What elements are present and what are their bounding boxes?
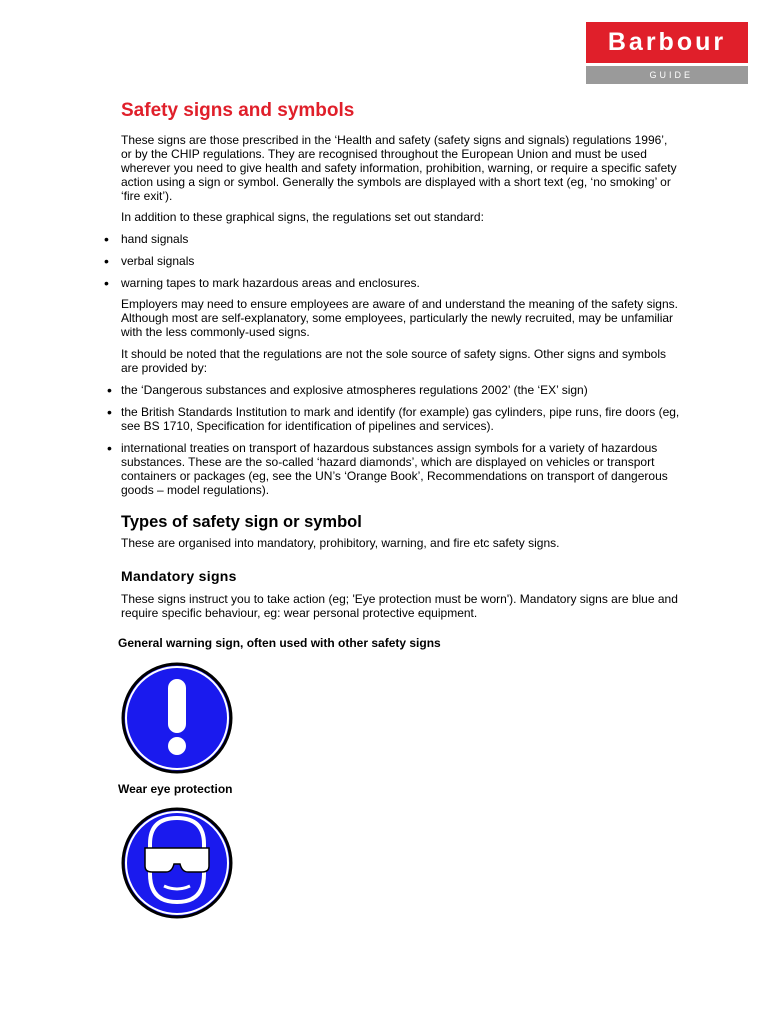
logo-sub: GUIDE — [586, 66, 748, 84]
mandatory-heading: Mandatory signs — [121, 568, 237, 584]
types-heading: Types of safety sign or symbol — [121, 513, 362, 531]
list-item: • the ‘Dangerous substances and explosive atmospheres regulations 2002’ (the ‘EX’ sign) — [121, 383, 681, 397]
types-paragraph: These are organised into mandatory, prohibitory, warning, and fire etc safety signs. — [121, 536, 560, 550]
intro-paragraph: These signs are those prescribed in the ‘Health and safety (safety signs and signals) regulations 1996’, or by the CHIP regulations. They are recognised throughout the European Union and must be used wherever you need to give health and safety information, prohibition, warning, or require a specific safety action using a sign or symbol. Generally the symbols are displayed with a short text (eg, ‘no smoking’ or ‘fire exit’). — [121, 133, 677, 203]
employers-paragraph: Employers may need to ensure employees are aware of and understand the meaning of the safety signs. Although most are self-explanatory, some employees, particularly the newly recruited, may be unfamiliar with the less commonly-used signs. — [121, 297, 678, 339]
list-item: • hand signals — [121, 232, 681, 246]
eye-protection-sign-icon — [120, 806, 234, 920]
regulations-paragraph: It should be noted that the regulations are not the sole source of safety signs. Other signs and symbols are provided by: — [121, 347, 666, 375]
general-mandatory-sign-icon — [120, 661, 234, 775]
list-item: • the British Standards Institution to mark and identify (for example) gas cylinders, pipe runs, fire doors (eg, see BS 1710, Specification for identification of pipelines and services). — [121, 405, 681, 433]
list-item: • warning tapes to mark hazardous areas and enclosures. — [121, 276, 681, 290]
general-warning-caption: General warning sign, often used with other safety signs — [118, 636, 441, 650]
document-body — [121, 98, 681, 620]
mandatory-paragraph: These signs instruct you to take action (eg; 'Eye protection must be worn'). Mandatory signs are blue and require specific behaviour, eg: wear personal protective equipment. — [121, 592, 678, 620]
list-item: • verbal signals — [121, 254, 681, 268]
eye-protection-caption: Wear eye protection — [118, 782, 233, 796]
list-item: • international treaties on transport of hazardous substances assign symbols for a variety of hazardous substances. These are the so-called ‘hazard diamonds’, which are displayed on vehicles or transport containers or packages (eg, see the UN’s ‘Orange Book’, Recommendations on transport of dangerous goods – model regulations). — [121, 441, 681, 497]
standard-intro: In addition to these graphical signs, the regulations set out standard: — [121, 210, 484, 224]
page-title: Safety signs and symbols — [121, 100, 355, 121]
logo-brand: Barbour — [586, 22, 748, 63]
barbour-logo — [586, 22, 748, 84]
